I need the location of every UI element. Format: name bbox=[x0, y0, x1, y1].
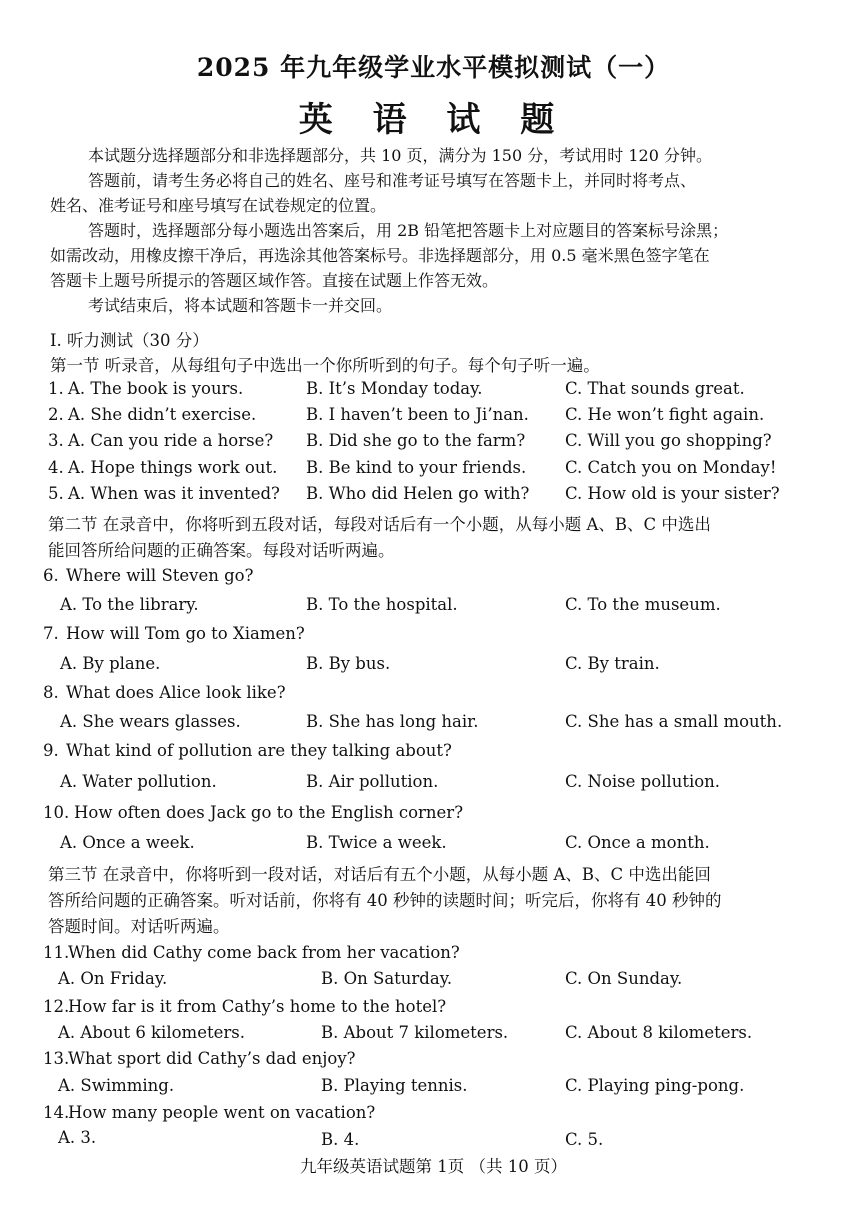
instruction-line: 答题前，请考生务必将自己的姓名、座号和准考证号填写在答题卡上，并同时将考点、 bbox=[88, 171, 697, 190]
option-b: B. About 7 kilometers. bbox=[321, 1023, 509, 1042]
section3-heading: 第三节 在录音中，你将听到一段对话，对话后有五个小题，从每小题 A、B、C 中选出能回 bbox=[48, 865, 711, 884]
option-a: A. To the library. bbox=[60, 595, 199, 614]
option-c: C. Playing ping-pong. bbox=[565, 1076, 745, 1095]
option-c: C. Will you go shopping? bbox=[565, 431, 772, 450]
question-number: 1. bbox=[48, 379, 64, 398]
option-b: B. Air pollution. bbox=[306, 772, 439, 791]
option-c: C. On Sunday. bbox=[565, 969, 683, 988]
question-stem: How far is it from Cathy’s home to the hotel? bbox=[68, 997, 447, 1016]
option-c: C. Once a month. bbox=[565, 833, 710, 852]
question-number: 9. bbox=[43, 741, 59, 760]
question-number: 12. bbox=[43, 997, 70, 1016]
option-b: B. To the hospital. bbox=[306, 595, 458, 614]
option-a: A. On Friday. bbox=[58, 969, 168, 988]
option-b: B. It’s Monday today. bbox=[306, 379, 483, 398]
part-title: I. 听力测试（30 分） bbox=[50, 331, 209, 350]
option-a: A. Hope things work out. bbox=[68, 458, 278, 477]
question-number: 14. bbox=[43, 1103, 70, 1122]
question-stem: What kind of pollution are they talking about? bbox=[66, 741, 452, 760]
section1-heading: 第一节 听录音，从每组句子中选出一个你所听到的句子。每个句子听一遍。 bbox=[50, 356, 600, 375]
question-number: 4. bbox=[48, 458, 64, 477]
question-stem: When did Cathy come back from her vacation? bbox=[68, 943, 460, 962]
option-c: C. About 8 kilometers. bbox=[565, 1023, 753, 1042]
option-b: B. She has long hair. bbox=[306, 712, 479, 731]
question-stem: How will Tom go to Xiamen? bbox=[66, 624, 305, 643]
option-c: C. That sounds great. bbox=[565, 379, 745, 398]
question-number: 10. bbox=[43, 803, 70, 822]
option-a: A. She didn’t exercise. bbox=[68, 405, 257, 424]
option-b: B. On Saturday. bbox=[321, 969, 453, 988]
question-number: 11. bbox=[43, 943, 70, 962]
option-c: C. How old is your sister? bbox=[565, 484, 780, 503]
option-b: B. Playing tennis. bbox=[321, 1076, 468, 1095]
section3-heading-cont: 答题时间。对话听两遍。 bbox=[48, 917, 230, 936]
option-c: C. Noise pollution. bbox=[565, 772, 721, 791]
instruction-line: 答题时，选择题部分每小题选出答案后，用 2B 铅笔把答题卡上对应题目的答案标号涂黑； bbox=[88, 221, 729, 240]
option-a: A. Water pollution. bbox=[60, 772, 217, 791]
instruction-line: 答题卡上题号所提示的答题区域作答。直接在试题上作答无效。 bbox=[50, 271, 499, 290]
page-footer: 九年级英语试题第 1页 （共 10 页） bbox=[300, 1157, 567, 1176]
option-a: A. By plane. bbox=[60, 654, 161, 673]
option-a: A. When was it invented? bbox=[68, 484, 280, 503]
instruction-line: 考试结束后，将本试题和答题卡一并交回。 bbox=[88, 296, 393, 315]
question-number: 8. bbox=[43, 683, 59, 702]
question-stem: How many people went on vacation? bbox=[68, 1103, 376, 1122]
option-b: B. Twice a week. bbox=[306, 833, 447, 852]
question-number: 6. bbox=[43, 566, 59, 585]
option-c: C. By train. bbox=[565, 654, 660, 673]
question-number: 13. bbox=[43, 1049, 70, 1068]
question-number: 2. bbox=[48, 405, 64, 424]
instruction-line: 如需改动，用橡皮擦干净后，再选涂其他答案标号。非选择题部分，用 0.5 毫米黑色签字笔在 bbox=[50, 246, 710, 265]
question-stem: What sport did Cathy’s dad enjoy? bbox=[68, 1049, 356, 1068]
instruction-line: 姓名、准考证号和座号填写在试卷规定的位置。 bbox=[50, 196, 387, 215]
option-b: B. By bus. bbox=[306, 654, 391, 673]
option-c: C. Catch you on Monday! bbox=[565, 458, 777, 477]
option-b: B. Be kind to your friends. bbox=[306, 458, 527, 477]
option-b: B. Did she go to the farm? bbox=[306, 431, 526, 450]
option-c: C. To the museum. bbox=[565, 595, 721, 614]
question-number: 5. bbox=[48, 484, 64, 503]
option-a: A. She wears glasses. bbox=[60, 712, 241, 731]
option-a: A. Can you ride a horse? bbox=[68, 431, 274, 450]
option-a: A. Once a week. bbox=[60, 833, 195, 852]
option-a: A. The book is yours. bbox=[68, 379, 244, 398]
question-stem: Where will Steven go? bbox=[66, 566, 254, 585]
section2-heading: 第二节 在录音中，你将听到五段对话，每段对话后有一个小题，从每小题 A、B、C 中选出 bbox=[48, 515, 711, 534]
question-stem: How often does Jack go to the English corner? bbox=[74, 803, 464, 822]
option-a: A. 3. bbox=[58, 1128, 97, 1147]
question-number: 7. bbox=[43, 624, 59, 643]
question-number: 3. bbox=[48, 431, 64, 450]
section3-heading-cont: 答所给问题的正确答案。听对话前，你将有 40 秒钟的读题时间；听完后，你将有 40 秒钟的 bbox=[48, 891, 722, 910]
section2-heading-cont: 能回答所给问题的正确答案。每段对话听两遍。 bbox=[48, 541, 395, 560]
option-a: A. About 6 kilometers. bbox=[58, 1023, 245, 1042]
instruction-line: 本试题分选择题部分和非选择题部分，共 10 页，满分为 150 分，考试用时 120 分钟。 bbox=[88, 146, 712, 165]
option-b: B. I haven’t been to Ji’nan. bbox=[306, 405, 529, 424]
option-c: C. She has a small mouth. bbox=[565, 712, 783, 731]
subject-title: 英 语 试 题 bbox=[298, 100, 569, 140]
question-stem: What does Alice look like? bbox=[66, 683, 286, 702]
option-a: A. Swimming. bbox=[58, 1076, 175, 1095]
option-b: B. 4. bbox=[321, 1130, 360, 1149]
option-c: C. He won’t fight again. bbox=[565, 405, 765, 424]
option-c: C. 5. bbox=[565, 1130, 604, 1149]
exam-title: 2025 年九年级学业水平模拟测试（一） bbox=[196, 53, 671, 82]
option-b: B. Who did Helen go with? bbox=[306, 484, 530, 503]
